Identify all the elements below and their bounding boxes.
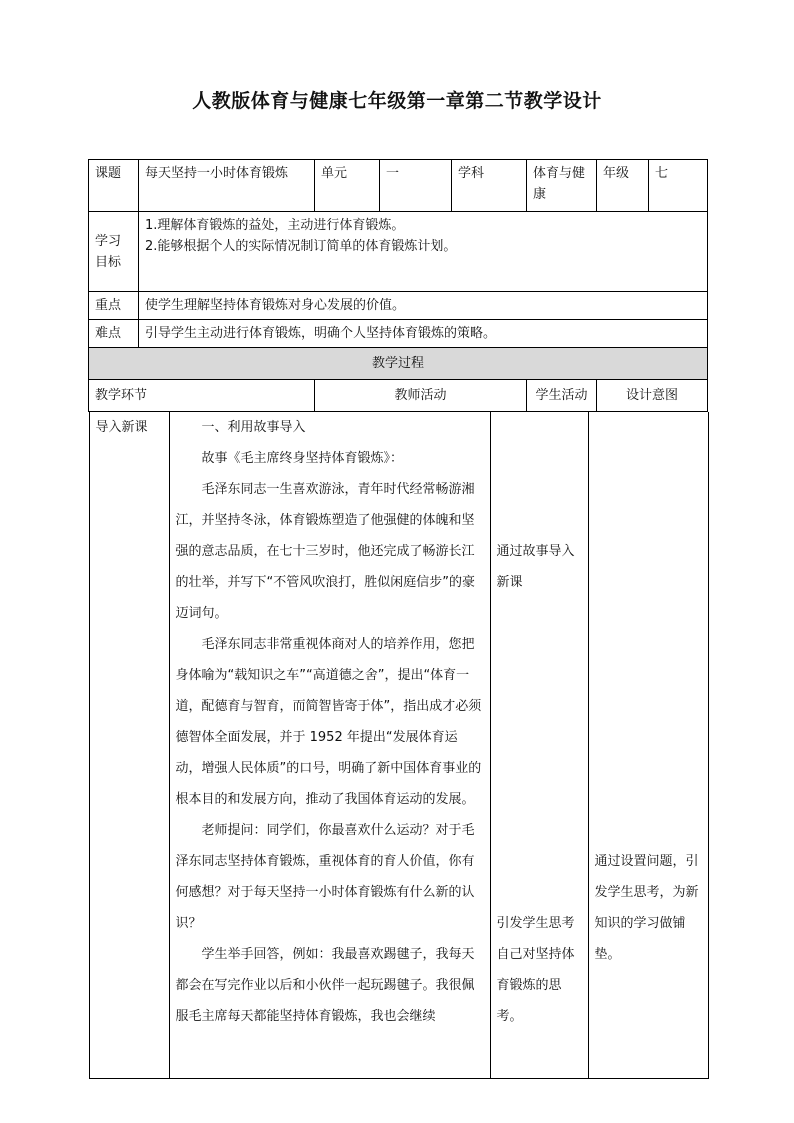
topic-label: 课题 [89, 160, 139, 212]
grade-value: 七 [649, 160, 708, 212]
difficulty-label: 难点 [89, 320, 139, 348]
teacher-paragraph: 毛泽东同志非常重视体商对人的培养作用，您把身体喻为“载知识之车”“高道德之舍”，提出“体育一道，配德育与智育，而简智皆寄于体”，指出成才必须德智体全面发展，并于 1952 年提出“发展体育运动，增强人民体质”的口号，明确了新中国体育事业的根本目的和发展方向，推动了我国体育运动的发展。 [175, 637, 482, 807]
grade-label: 年级 [597, 160, 649, 212]
col-student-header: 学生活动 [527, 380, 597, 412]
goals-content [139, 212, 708, 292]
teacher-paragraph: 老师提问：同学们，你最喜欢什么运动？对于毛泽东同志坚持体育锻炼，重视体育的育人价值，你有何感想？对于每天坚持一小时体育锻炼有什么新的认识？ [175, 823, 475, 931]
design-intent-cell [588, 412, 708, 1078]
process-body-table [89, 412, 709, 1079]
teacher-paragraph: 学生举手回答，例如：我最喜欢踢毽子，我每天都会在写完作业以后和小伙伴一起玩踢毽子。我很佩服毛主席每天都能坚持体育锻炼，我也会继续 [175, 947, 475, 1024]
process-body-row [89, 412, 708, 1079]
teacher-paragraph: 故事《毛主席终身坚持体育锻炼》： [201, 451, 404, 466]
difficulty-row [89, 320, 708, 348]
key-point-text: 使学生理解坚持体育锻炼对身心发展的价值。 [139, 292, 708, 320]
process-header: 教学过程 [89, 348, 708, 380]
col-teacher-header: 教师活动 [315, 380, 527, 412]
unit-label: 单元 [315, 160, 380, 212]
lesson-plan-table [88, 159, 708, 1079]
unit-value: 一 [380, 160, 452, 212]
goal-item: 2.能够根据个人的实际情况制订简单的体育锻炼计划。 [145, 239, 457, 254]
design-intent: 通过设置问题，引发学生思考，为新知识的学习做铺垫。 [594, 854, 699, 962]
student-activity-2: 引发学生思考自己对坚持体育锻炼的思考。 [496, 916, 575, 1024]
col-stage-header: 教学环节 [89, 380, 315, 412]
goal-item: 1.理解体育锻炼的益处，主动进行体育锻炼。 [145, 218, 405, 233]
student-activity-cell [490, 412, 588, 1078]
key-point-label: 重点 [89, 292, 139, 320]
info-row [89, 160, 708, 212]
stage-cell: 导入新课 [89, 412, 169, 1078]
process-header-row [89, 348, 708, 380]
teacher-paragraph: 毛泽东同志一生喜欢游泳，青年时代经常畅游湘江，并坚持冬泳，体育锻炼塑造了他强健的体魄和坚强的意志品质，在七十三岁时，他还完成了畅游长江的壮举，并写下“不管风吹浪打，胜似闲庭信步”的豪迈词句。 [175, 482, 475, 621]
topic-value: 每天坚持一小时体育锻炼 [139, 160, 315, 212]
key-point-row [89, 292, 708, 320]
subject-label: 学科 [452, 160, 527, 212]
difficulty-text: 引导学生主动进行体育锻炼，明确个人坚持体育锻炼的策略。 [139, 320, 708, 348]
goals-row [89, 212, 708, 292]
document-title: 人教版体育与健康七年级第一章第二节教学设计 [192, 90, 602, 112]
goals-label: 学习目标 [89, 212, 139, 292]
process-columns-row [89, 380, 708, 412]
teacher-activity-cell [169, 412, 490, 1078]
student-activity-1: 通过故事导入新课 [496, 544, 575, 590]
subject-value: 体育与健康 [527, 160, 597, 212]
teacher-paragraph: 一、利用故事导入 [201, 420, 306, 435]
col-intent-header: 设计意图 [597, 380, 708, 412]
